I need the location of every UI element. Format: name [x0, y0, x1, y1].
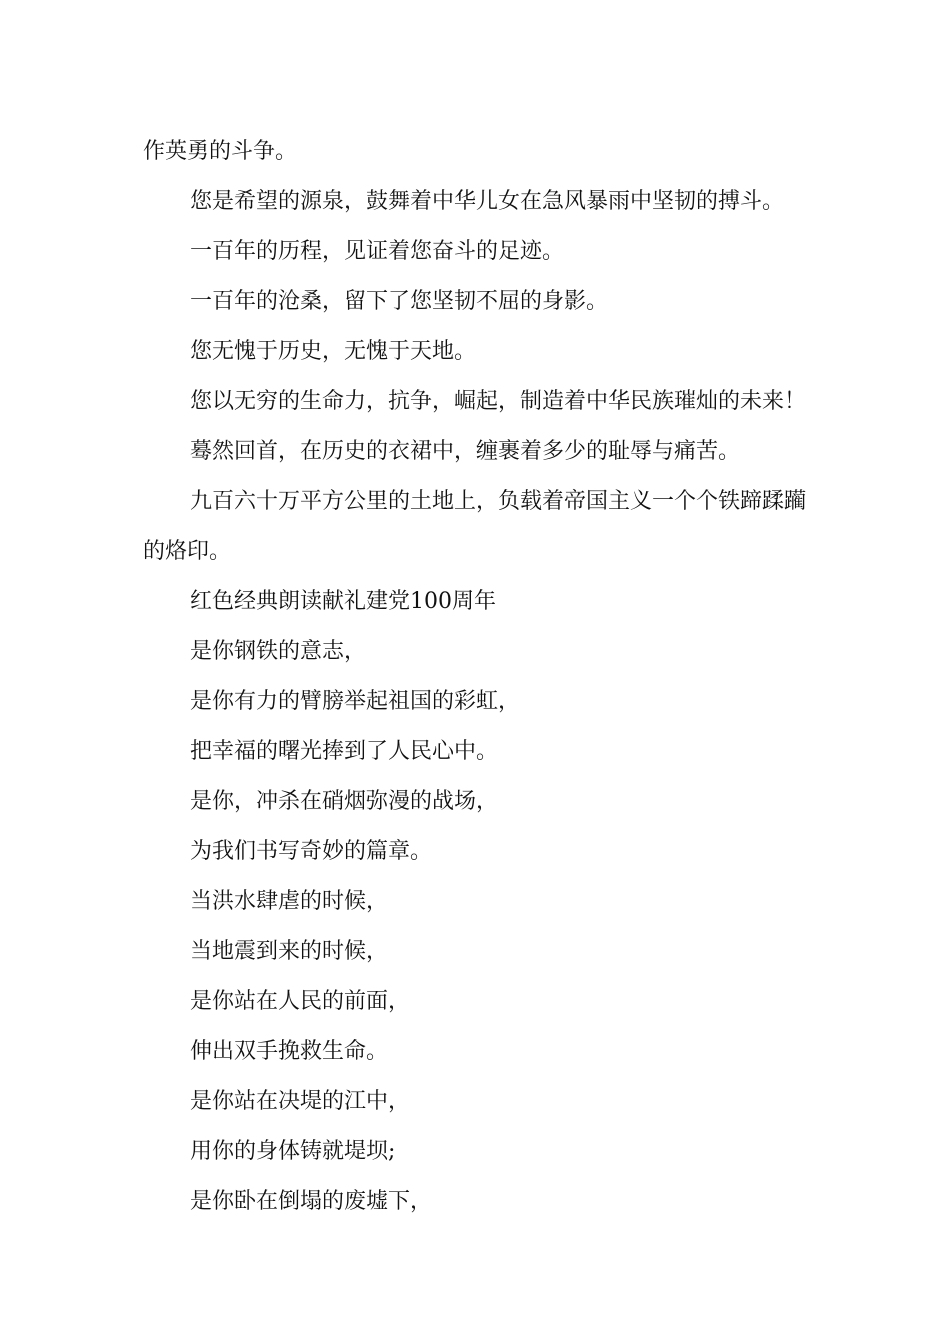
poem-line: 是你钢铁的意志，	[190, 639, 367, 664]
poem-line: 当洪水肆虐的时候，	[190, 889, 389, 914]
paragraph: 一百年的历程，见证着您奋斗的足迹。	[190, 239, 565, 264]
poem-line: 把幸福的曙光捧到了人民心中。	[190, 739, 499, 764]
poem-line: 为我们书写奇妙的篇章。	[190, 839, 433, 864]
paragraph: 蓦然回首，在历史的衣裙中，缠裹着多少的耻辱与痛苦。	[190, 439, 741, 464]
poem-line: 是你站在人民的前面，	[190, 989, 411, 1014]
poem-line: 是你卧在倒塌的废墟下，	[190, 1189, 433, 1214]
document-body	[143, 127, 813, 1227]
paragraph: 九百六十万平方公里的土地上，负载着帝国主义一个个铁蹄蹂躏的烙印。	[143, 489, 807, 564]
poem-line: 用你的身体铸就堤坝;	[190, 1139, 396, 1164]
poem-line: 是你有力的臂膀举起祖国的彩虹，	[190, 689, 521, 714]
paragraph: 您是希望的源泉，鼓舞着中华儿女在急风暴雨中坚韧的搏斗。	[190, 189, 785, 214]
paragraph-continuation: 作英勇的斗争。	[143, 139, 298, 164]
paragraph: 您以无穷的生命力，抗争，崛起，制造着中华民族璀灿的未来！	[190, 389, 807, 414]
poem-line: 是你站在决堤的江中，	[190, 1089, 411, 1114]
poem-line: 是你，冲杀在硝烟弥漫的战场，	[190, 789, 499, 814]
paragraph: 您无愧于历史，无愧于天地。	[190, 339, 477, 364]
poem-line: 伸出双手挽救生命。	[190, 1039, 389, 1064]
poem-line: 当地震到来的时候，	[190, 939, 389, 964]
section-heading: 红色经典朗读献礼建党100周年	[190, 589, 496, 614]
paragraph: 一百年的沧桑，留下了您坚韧不屈的身影。	[190, 289, 609, 314]
